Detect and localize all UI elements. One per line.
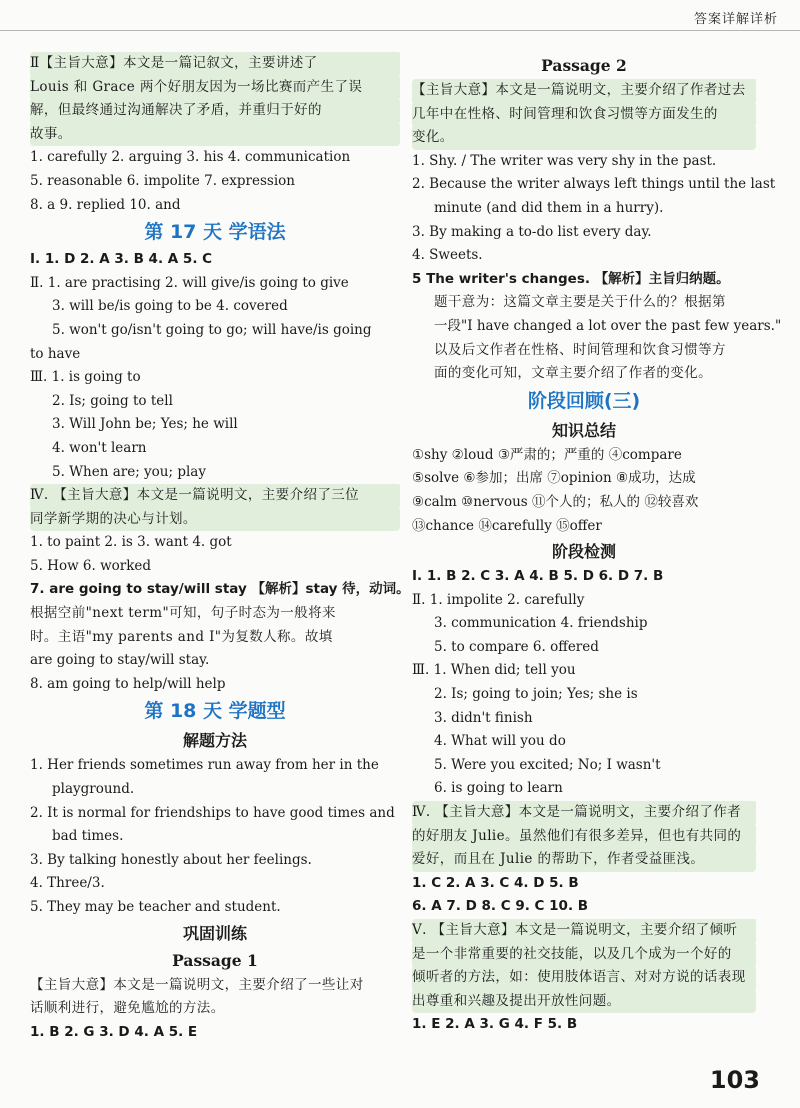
answer-line: 1. Shy. / The writer was very shy in the past. bbox=[412, 152, 717, 169]
summary-line: 【主旨大意】本文是一篇说明文，主要介绍了作者过去 bbox=[412, 79, 756, 103]
answer-line: 根据空前"next term"可知，句子时态为一般将来 bbox=[30, 605, 336, 622]
right-column bbox=[412, 52, 782, 1037]
passage-heading: Passage 1 bbox=[172, 950, 258, 970]
answer-line: 6. is going to learn bbox=[434, 780, 563, 797]
summary-line: 几年中在性格、时间管理和饮食习惯等方面发生的 bbox=[412, 103, 756, 127]
answer-line: 8. am going to help/will help bbox=[30, 675, 226, 692]
passage-heading: Passage 2 bbox=[541, 56, 627, 75]
answer-line: ⑨calm ⑩nervous ⑪个人的；私人的 ⑫较喜欢 bbox=[412, 493, 699, 510]
answer-line: 话顺利进行，避免尴尬的方法。 bbox=[30, 1000, 225, 1017]
summary-line: Ⅴ. 【主旨大意】本文是一篇说明文，主要介绍了倾听 bbox=[412, 919, 756, 943]
answer-line: Ⅲ. 1. When did; tell you bbox=[412, 662, 576, 679]
answer-line: 【主旨大意】本文是一篇说明文，主要介绍了一些让对 bbox=[30, 976, 364, 993]
answer-line: 题干意为：这篇文章主要是关于什么的？根据第 bbox=[434, 294, 726, 311]
section-title: 阶段回顾(三) bbox=[527, 389, 641, 412]
answer-line: 6. A 7. D 8. C 9. C 10. B bbox=[412, 898, 589, 915]
answer-line: ⑬chance ⑭carefully ⑮offer bbox=[412, 517, 602, 534]
summary-line: 解，但最终通过沟通解决了矛盾，并重归于好的 bbox=[30, 99, 400, 123]
answer-line: 5. to compare 6. offered bbox=[434, 638, 599, 655]
summary-line: 出尊重和兴趣及提出开放性问题。 bbox=[412, 990, 756, 1014]
answer-line: 时。主语"my parents and I"为复数人称。故填 bbox=[30, 628, 333, 645]
answer-line: 3. By making a to-do list every day. bbox=[412, 223, 652, 240]
answer-line: 2. Is; going to tell bbox=[52, 392, 173, 409]
answer-line: ①shy ②loud ③严肃的；严重的 ④compare bbox=[412, 446, 682, 463]
summary-line: Ⅱ【主旨大意】本文是一篇记叙文，主要讲述了 bbox=[30, 52, 400, 76]
page-number: 103 bbox=[709, 1066, 760, 1094]
header-rule bbox=[0, 30, 800, 31]
summary-line: 变化。 bbox=[412, 126, 756, 150]
section-subheading: 阶段检测 bbox=[551, 542, 616, 562]
answer-line: 2. Is; going to join; Yes; she is bbox=[434, 686, 638, 703]
summary-line: Louis 和 Grace 两个好朋友因为一场比赛而产生了误 bbox=[30, 76, 400, 100]
answer-line: 5. Were you excited; No; I wasn't bbox=[434, 756, 661, 773]
answer-line: 3. By talking honestly about her feelings. bbox=[30, 851, 312, 868]
answer-line: 1. E 2. A 3. G 4. F 5. B bbox=[412, 1016, 578, 1033]
section-title: 第 18 天 学题型 bbox=[144, 700, 286, 723]
answer-line: 以及后文作者在性格、时间管理和饮食习惯等方 bbox=[434, 341, 726, 358]
answer-line: 1. C 2. A 3. C 4. D 5. B bbox=[412, 874, 579, 891]
summary-line: 的好朋友 Julie。虽然他们有很多差异，但也有共同的 bbox=[412, 825, 756, 849]
answer-line: 7. are going to stay/will stay 【解析】stay 待，动词。 bbox=[30, 581, 410, 598]
answer-line: 一段"I have changed a lot over the past few years." bbox=[434, 317, 782, 334]
answer-line: 5. They may be teacher and student. bbox=[30, 899, 281, 915]
answer-line: 1. carefully 2. arguing 3. his 4. communication bbox=[30, 149, 351, 166]
summary-line: 倾听者的方法，如：使用肢体语言、对对方说的话表现 bbox=[412, 966, 756, 990]
left-column bbox=[30, 52, 410, 1044]
answer-line: 5. How 6. worked bbox=[30, 557, 152, 574]
summary-line: 是一个非常重要的社交技能，以及几个成为一个好的 bbox=[412, 943, 756, 967]
answer-line: Ⅱ. 1. are practising 2. will give/is going to give bbox=[30, 274, 349, 291]
running-header: 答案详解详析 bbox=[693, 12, 778, 27]
answer-line: are going to stay/will stay. bbox=[30, 652, 210, 669]
answer-line: Ⅲ. 1. is going to bbox=[30, 369, 141, 386]
answer-line: 5. won't go/isn't going to go; will have/is going bbox=[52, 321, 372, 338]
answer-line: 4. What will you do bbox=[434, 733, 566, 750]
answer-line: 4. Sweets. bbox=[412, 247, 483, 264]
answer-line: 面的变化可知，文章主要介绍了作者的变化。 bbox=[434, 365, 712, 382]
answer-line: playground. bbox=[52, 781, 135, 798]
answer-line: 1. to paint 2. is 3. want 4. got bbox=[30, 534, 232, 551]
answer-line: 2. It is normal for friendships to have good times and bbox=[30, 804, 395, 821]
answer-line: 4. Three/3. bbox=[30, 875, 105, 892]
section-subheading: 知识总结 bbox=[551, 420, 616, 440]
answer-line: Ⅱ. 1. impolite 2. carefully bbox=[412, 591, 585, 608]
answer-line: ⑤solve ⑥参加；出席 ⑦opinion ⑧成功，达成 bbox=[412, 470, 696, 487]
answer-line: minute (and did them in a hurry). bbox=[434, 199, 664, 216]
answer-line: 8. a 9. replied 10. and bbox=[30, 196, 181, 213]
answer-line: 4. won't learn bbox=[52, 439, 147, 456]
answer-line: 5. reasonable 6. impolite 7. expression bbox=[30, 172, 295, 189]
answer-line: 5. When are; you; play bbox=[52, 463, 206, 480]
answer-line: Ⅰ. 1. D 2. A 3. B 4. A 5. C bbox=[30, 251, 213, 268]
summary-line: Ⅳ. 【主旨大意】本文是一篇说明文，主要介绍了作者 bbox=[412, 801, 756, 825]
summary-line: 同学新学期的决心与计划。 bbox=[30, 508, 400, 532]
section-title: 第 17 天 学语法 bbox=[144, 221, 286, 244]
answer-line: 3. communication 4. friendship bbox=[434, 615, 648, 632]
summary-line: Ⅳ. 【主旨大意】本文是一篇说明文，主要介绍了三位 bbox=[30, 484, 400, 508]
answer-line: 3. will be/is going to be 4. covered bbox=[52, 298, 288, 315]
answer-line: 3. Will John be; Yes; he will bbox=[52, 416, 238, 433]
section-subheading: 解题方法 bbox=[182, 731, 247, 751]
answer-line: bad times. bbox=[52, 828, 124, 845]
answer-line: 1. B 2. G 3. D 4. A 5. E bbox=[30, 1023, 198, 1040]
answer-line: 3. didn't finish bbox=[434, 709, 533, 726]
summary-line: 故事。 bbox=[30, 123, 400, 147]
answer-line: 2. Because the writer always left things until the last bbox=[412, 176, 776, 193]
answer-line: Ⅰ. 1. B 2. C 3. A 4. B 5. D 6. D 7. B bbox=[412, 568, 664, 585]
answer-line: 1. Her friends sometimes run away from her in the bbox=[30, 757, 379, 774]
answer-line: to have bbox=[30, 345, 81, 362]
answer-line: 5 The writer's changes. 【解析】主旨归纳题。 bbox=[412, 270, 730, 287]
summary-line: 爱好，而且在 Julie 的帮助下，作者受益匪浅。 bbox=[412, 848, 756, 872]
section-subheading: 巩固训练 bbox=[182, 923, 247, 943]
